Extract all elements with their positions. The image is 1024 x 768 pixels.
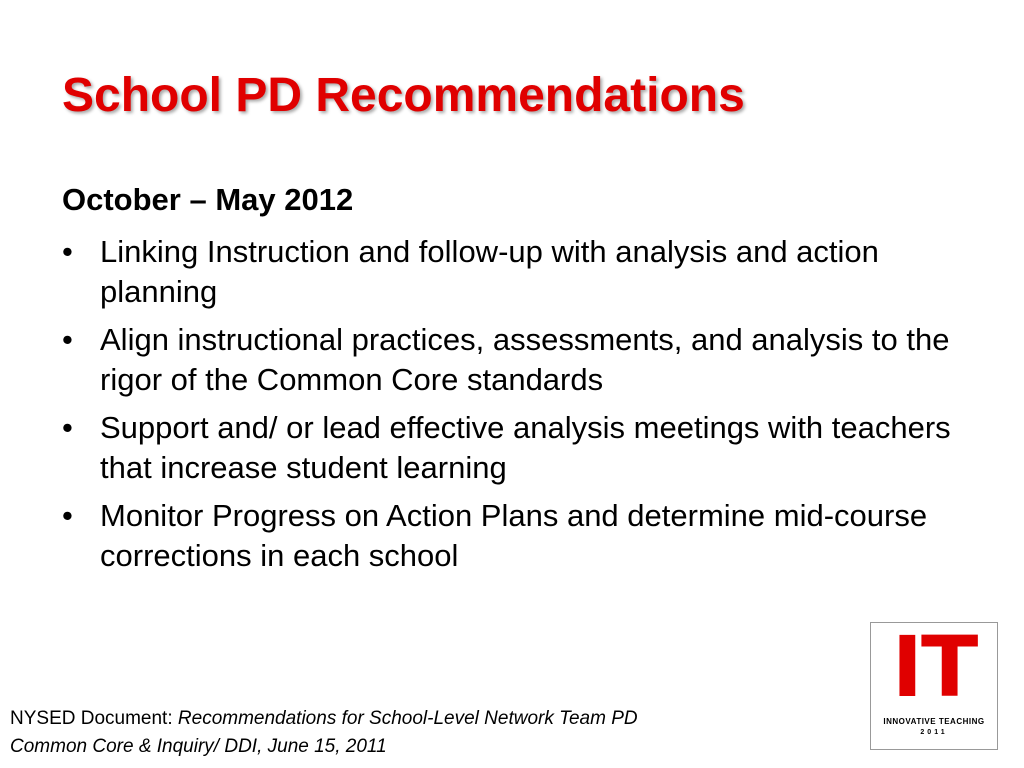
date-range-heading: October – May 2012 (62, 182, 354, 217)
bullet-icon: • (62, 498, 73, 533)
citation-title-line2: Common Core & Inquiry/ DDI, June 15, 2011 (10, 736, 387, 757)
list-item (62, 496, 962, 576)
recommendation-list (62, 232, 962, 584)
logo-caption: INNOVATIVE TEACHING (883, 717, 985, 726)
bullet-icon: • (62, 322, 73, 357)
innovative-teaching-logo (870, 618, 998, 750)
bullet-icon: • (62, 234, 73, 269)
list-item (62, 320, 962, 400)
source-citation (10, 705, 638, 761)
list-item-text: Monitor Progress on Action Plans and determine mid-course corrections in each school (100, 498, 928, 573)
list-item-text: Align instructional practices, assessments, and analysis to the rigor of the Common Core standards (100, 322, 950, 397)
list-item-text: Linking Instruction and follow-up with analysis and action planning (100, 234, 879, 309)
logo-year: 2011 (920, 729, 948, 736)
list-item (62, 408, 962, 488)
list-item (62, 232, 962, 312)
bullet-icon: • (62, 410, 73, 445)
list-item-text: Support and/ or lead effective analysis meetings with teachers that increase student learning (100, 410, 951, 485)
citation-title-line1: Recommendations for School-Level Network Team PD (177, 708, 638, 729)
citation-prefix: NYSED Document: (10, 708, 178, 729)
logo-letters: IT (891, 618, 977, 716)
slide-title: School PD Recommendations (62, 69, 745, 122)
